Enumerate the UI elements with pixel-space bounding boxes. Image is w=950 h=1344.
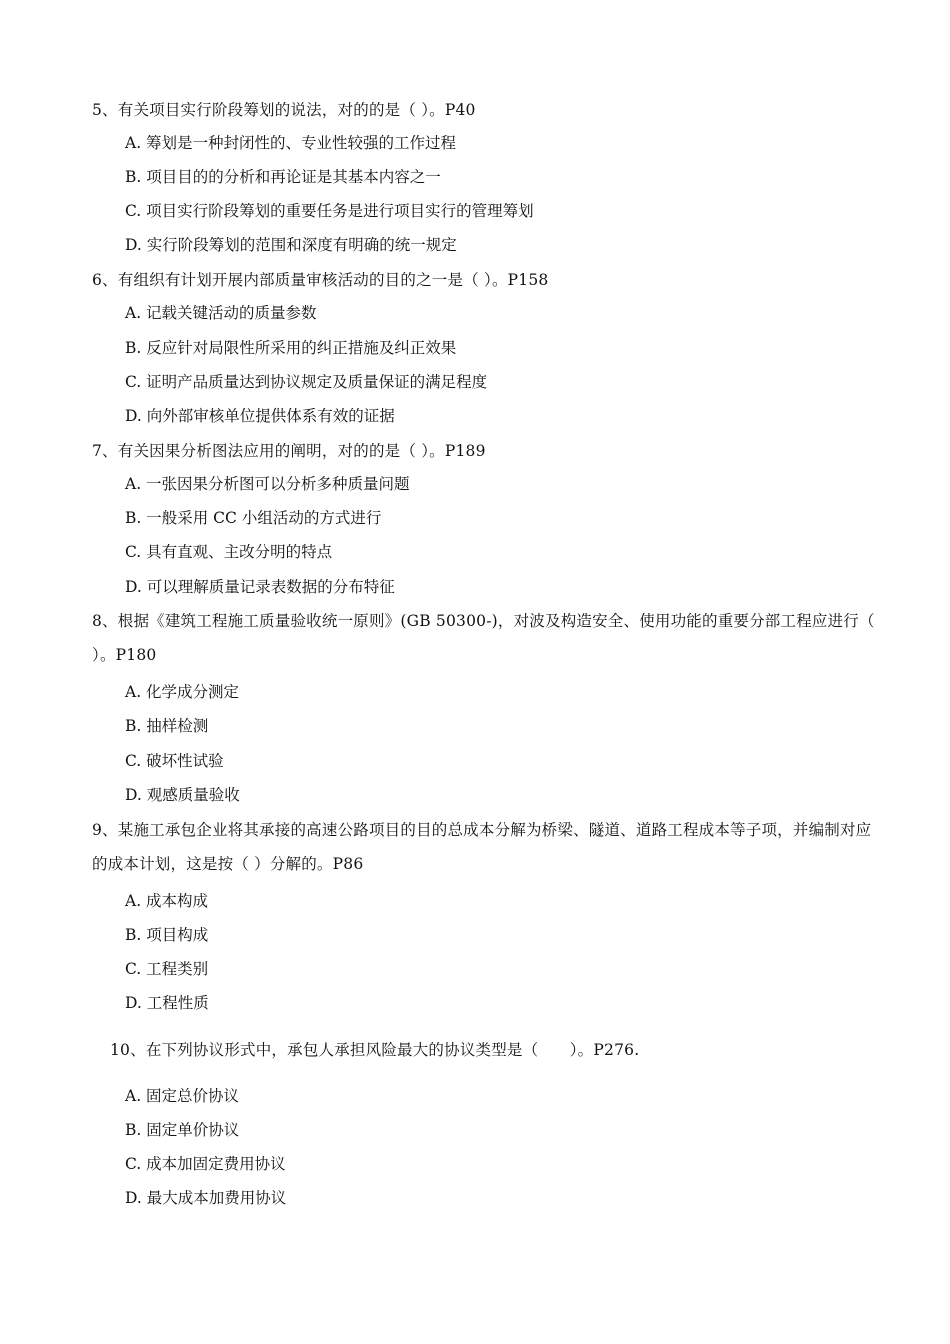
question-10-option-a: A. 固定总价协议 bbox=[125, 1087, 240, 1105]
question-10-stem: 10、在下列协议形式中，承包人承担风险最大的协议类型是（ ）。P276. bbox=[110, 1041, 640, 1059]
question-9-option-c: C. 工程类别 bbox=[125, 960, 209, 978]
question-8-option-a: A. 化学成分测定 bbox=[125, 683, 240, 701]
question-10-option-d: D. 最大成本加费用协议 bbox=[125, 1189, 287, 1207]
question-5-option-d: D. 实行阶段筹划的范围和深度有明确的统一规定 bbox=[125, 236, 457, 254]
question-5-option-a: A. 筹划是一种封闭性的、专业性较强的工作过程 bbox=[125, 134, 457, 152]
question-7-option-b: B. 一般采用 CC 小组活动的方式进行 bbox=[125, 509, 382, 527]
question-9-stem: 9、某施工承包企业将其承接的高速公路项目的目的总成本分解为桥梁、隧道、道路工程成本等子项，并编制对应的成本计划，这是按（ ）分解的。P86 bbox=[92, 821, 872, 873]
question-7-option-a: A. 一张因果分析图可以分析多种质量问题 bbox=[125, 475, 410, 493]
question-8-stem: 8、根据《建筑工程施工质量验收统一原则》(GB 50300-)，对波及构造安全、使用功能的重要分部工程应进行（ ）。P180 bbox=[92, 612, 875, 664]
question-6-option-a: A. 记载关键活动的质量参数 bbox=[125, 304, 317, 322]
question-8-option-c: C. 破坏性试验 bbox=[125, 752, 224, 770]
question-6-option-d: D. 向外部审核单位提供体系有效的证据 bbox=[125, 407, 395, 425]
question-8-option-d: D. 观感质量验收 bbox=[125, 786, 240, 804]
question-9-option-b: B. 项目构成 bbox=[125, 926, 209, 944]
question-10-option-c: C. 成本加固定费用协议 bbox=[125, 1155, 286, 1173]
question-9-option-a: A. 成本构成 bbox=[125, 892, 209, 910]
question-6-option-b: B. 反应针对局限性所采用的纠正措施及纠正效果 bbox=[125, 339, 457, 357]
question-7-option-c: C. 具有直观、主改分明的特点 bbox=[125, 543, 333, 561]
question-7-stem: 7、有关因果分析图法应用的阐明，对的的是（ ）。P189 bbox=[92, 442, 486, 460]
question-7-option-d: D. 可以理解质量记录表数据的分布特征 bbox=[125, 578, 395, 596]
question-6-stem: 6、有组织有计划开展内部质量审核活动的目的之一是（ ）。P158 bbox=[92, 271, 549, 289]
question-5-option-c: C. 项目实行阶段筹划的重要任务是进行项目实行的管理筹划 bbox=[125, 202, 534, 220]
question-5-stem: 5、有关项目实行阶段筹划的说法，对的的是（ ）。P40 bbox=[92, 101, 476, 119]
question-9-option-d: D. 工程性质 bbox=[125, 994, 209, 1012]
question-8-option-b: B. 抽样检测 bbox=[125, 717, 209, 735]
question-6-option-c: C. 证明产品质量达到协议规定及质量保证的满足程度 bbox=[125, 373, 488, 391]
question-5-option-b: B. 项目目的的分析和再论证是其基本内容之一 bbox=[125, 168, 441, 186]
question-10-option-b: B. 固定单价协议 bbox=[125, 1121, 240, 1139]
